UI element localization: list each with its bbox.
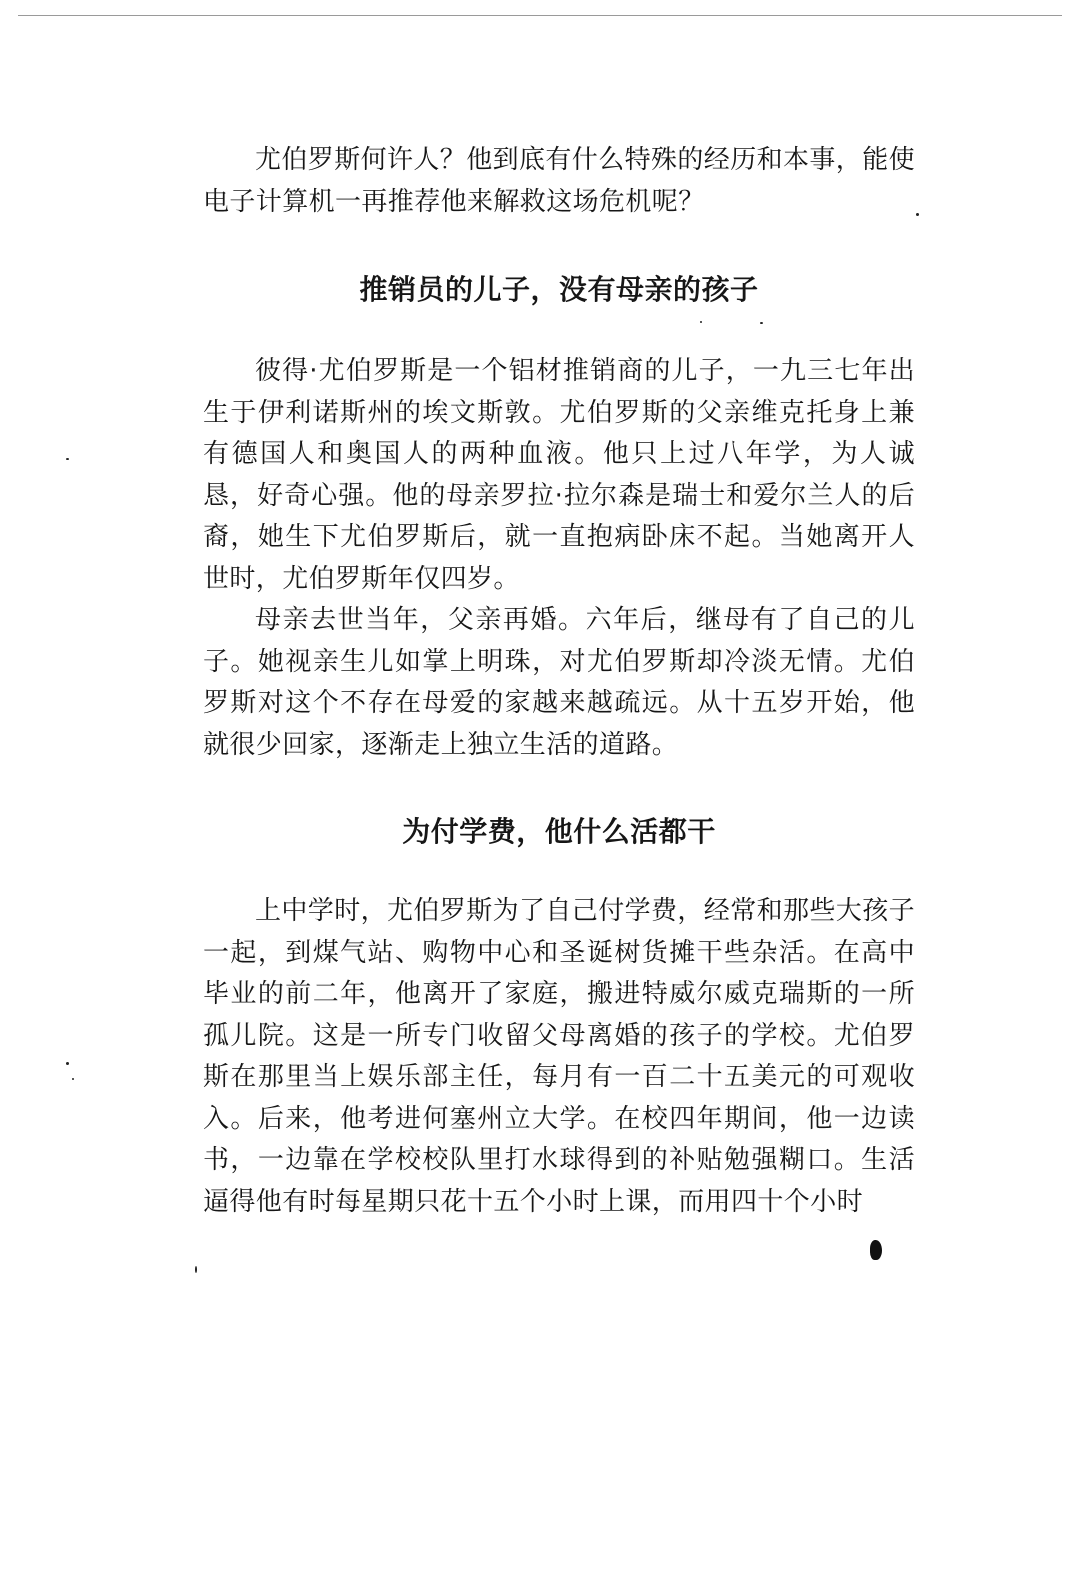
section-body-tuition [203,891,915,1223]
scan-speck [66,458,69,460]
intro-paragraph: 尤伯罗斯何许人？他到底有什么特殊的经历和本事，能使电子计算机一再推荐他来解救这场危机呢？ [203,145,916,217]
scan-speck [66,1062,69,1065]
intro-block [203,140,915,223]
body-paragraph: 上中学时，尤伯罗斯为了自己付学费，经常和那些大孩子一起，到煤气站、购物中心和圣诞树货摊干些杂活。在高中毕业的前二年，他离开了家庭，搬进特威尔威克瑞斯的一所孤儿院。这是一所专门收留父母离婚的孩子的学校。尤伯罗斯在那里当上娱乐部主任，每月有一百二十五美元的可观收入。后来，他考进何塞州立大学。在校四年期间，他一边读书，一边靠在学校校队里打水球得到的补贴勉强糊口。生活逼得他有时每星期只花十五个小时上课，而用四十个小时 [203,896,916,1217]
body-paragraph: 母亲去世当年，父亲再婚。六年后，继母有了自己的儿子。她视亲生儿如掌上明珠，对尤伯罗斯却冷淡无情。尤伯罗斯对这个不存在母爱的家越来越疏远。从十五岁开始，他就很少回家，逐渐走上独立生活的道路。 [203,605,915,760]
ink-blot-mark [870,1240,882,1260]
body-paragraph: 彼得·尤伯罗斯是一个铝材推销商的儿子，一九三七年出生于伊利诺斯州的埃文斯敦。尤伯罗斯的父亲维克托身上兼有德国人和奥国人的两种血液。他只上过八年学，为人诚恳，好奇心强。他的母亲罗拉·拉尔森是瑞士和爱尔兰人的后裔，她生下尤伯罗斯后，就一直抱病卧床不起。当她离开人世时，尤伯罗斯年仅四岁。 [203,356,915,594]
section-heading-block [203,268,915,308]
section-body-salesman-son [203,351,915,766]
section-heading-block [203,810,915,850]
section-heading-salesman-son: 推销员的儿子，没有母亲的孩子 [359,273,759,306]
page-top-rule [18,15,1062,16]
scan-speck [760,322,763,324]
scan-speck [700,321,702,323]
section-heading-tuition: 为付学费，他什么活都干 [402,815,716,848]
scan-speck [195,1266,197,1273]
scan-speck [916,213,919,216]
scan-speck [72,1078,74,1080]
